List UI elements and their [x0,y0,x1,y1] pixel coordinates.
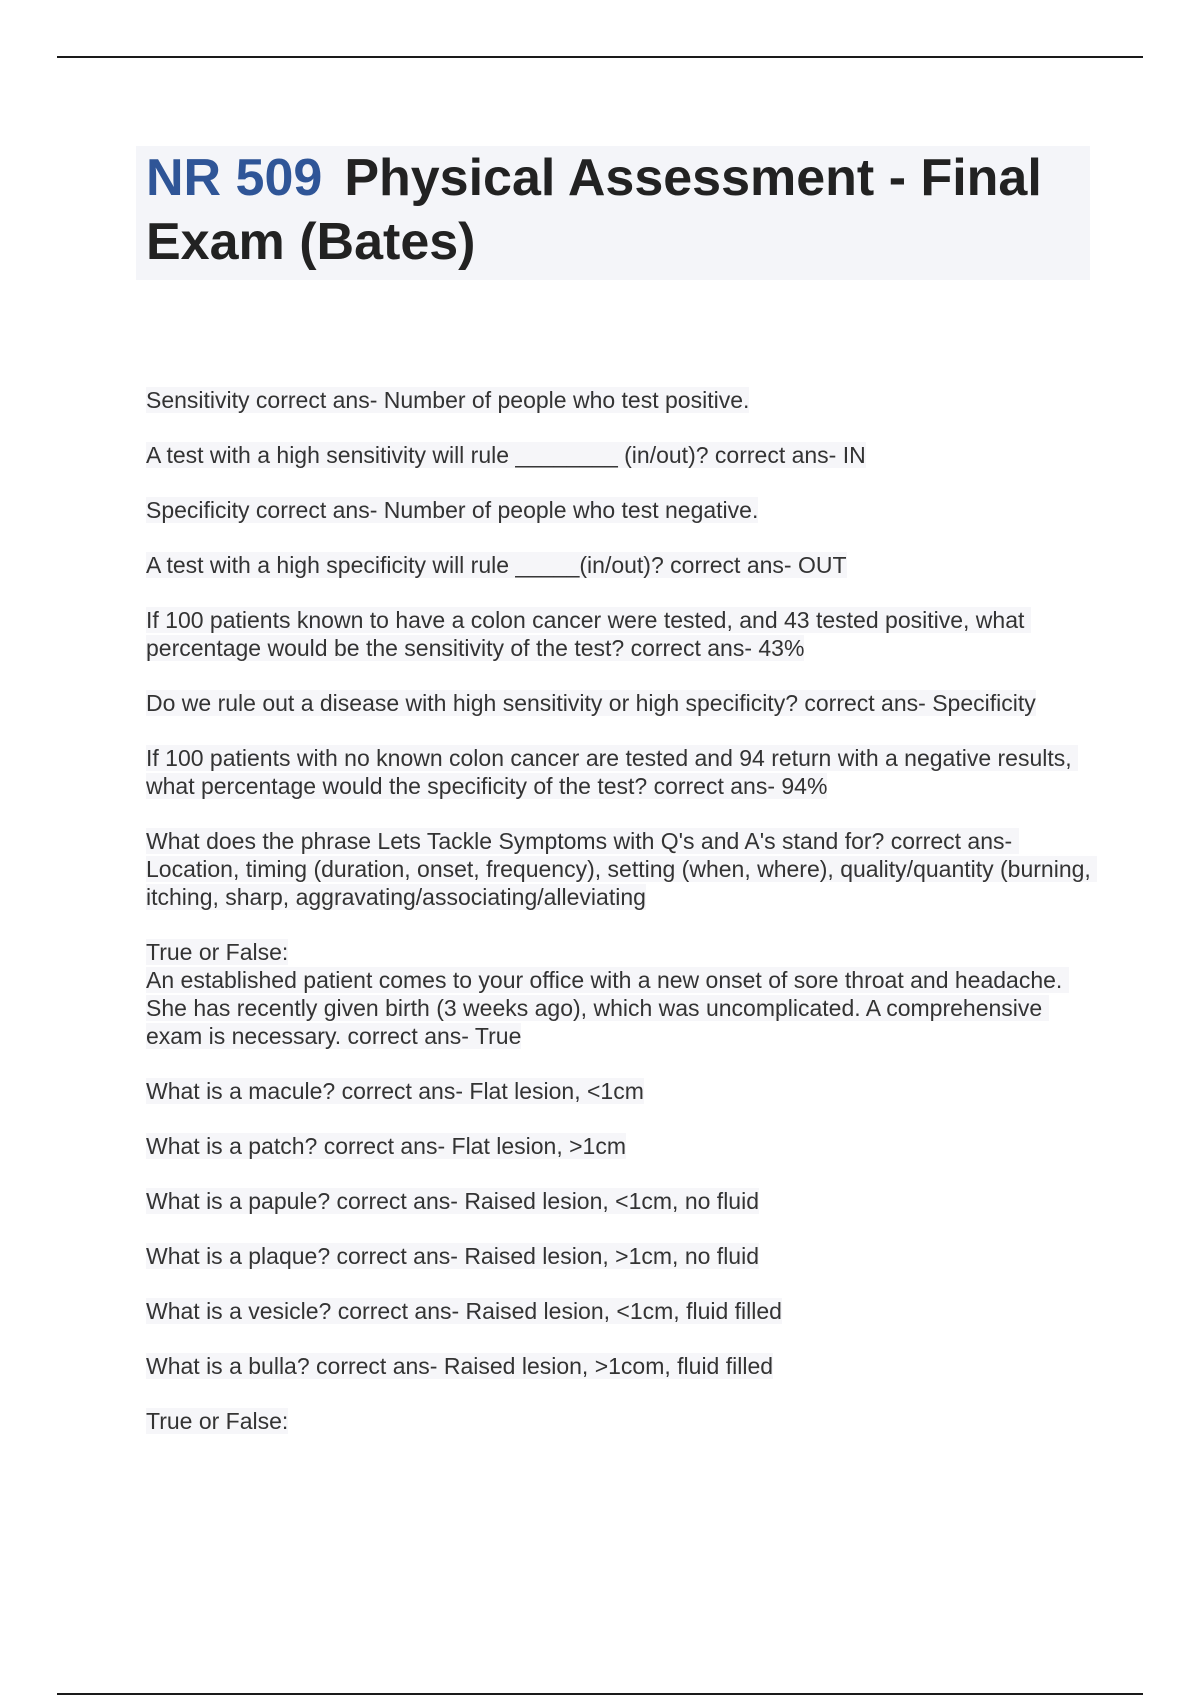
qa-text: True or False: An established patient comes to your office with a new onset of sore throat and headache. She has recently given birth (3 weeks ago), which was uncomplicated. A comprehensive exam is necessary. correct ans- True [146,939,1069,1049]
qa-item [146,1407,1092,1435]
qa-text: What is a plaque? correct ans- Raised lesion, >1cm, no fluid [146,1243,760,1269]
qa-item [146,1352,1092,1380]
qa-text: Do we rule out a disease with high sensitivity or high specificity? correct ans- Specificity [146,690,1036,716]
qa-text: True or False: [146,1408,289,1434]
title-text: Physical Assessment - Final Exam (Bates) [146,149,1042,271]
qa-item [146,827,1098,911]
qa-item [146,496,1092,524]
qa-item [146,1242,1092,1270]
qa-item [146,386,1092,414]
qa-text: Specificity correct ans- Number of people who test negative. [146,497,759,523]
qa-text: What is a patch? correct ans- Flat lesion, >1cm [146,1133,627,1159]
qa-text: Sensitivity correct ans- Number of people who test positive. [146,387,750,413]
qa-item [146,1132,1092,1160]
qa-item [146,1297,1092,1325]
qa-item [146,938,1092,1050]
qa-text: What is a papule? correct ans- Raised lesion, <1cm, no fluid [146,1188,760,1214]
qa-item [146,441,1092,469]
page-title [146,146,1080,274]
qa-item [146,1077,1092,1105]
qa-text: A test with a high sensitivity will rule ________ (in/out)? correct ans- IN [146,442,866,468]
qa-text: A test with a high specificity will rule _____(in/out)? correct ans- OUT [146,552,847,578]
qa-text: What is a vesicle? correct ans- Raised lesion, <1cm, fluid filled [146,1298,782,1324]
qa-item [146,744,1092,800]
qa-list [146,386,1098,1462]
footer-rule [57,1693,1143,1695]
course-code: NR 509 [146,149,323,207]
title-block [136,146,1090,280]
qa-text: What is a macule? correct ans- Flat lesion, <1cm [146,1078,644,1104]
qa-item [146,551,1092,579]
qa-text: What is a bulla? correct ans- Raised lesion, >1com, fluid filled [146,1353,774,1379]
qa-item [146,1187,1092,1215]
qa-text: If 100 patients known to have a colon cancer were tested, and 43 tested positive, what percentage would be the sensitivity of the test? correct ans- 43% [146,607,1031,661]
qa-text: If 100 patients with no known colon cancer are tested and 94 return with a negative results, what percentage would the specificity of the test? correct ans- 94% [146,745,1079,799]
qa-text: What does the phrase Lets Tackle Symptoms with Q's and A's stand for? correct ans- Location, timing (duration, onset, frequency), setting (when, where), quality/quantity (burning, itching, sharp, aggravating/associating/alleviating [146,828,1098,910]
header-rule [57,56,1143,58]
qa-item [146,606,1092,662]
qa-item [146,689,1092,717]
